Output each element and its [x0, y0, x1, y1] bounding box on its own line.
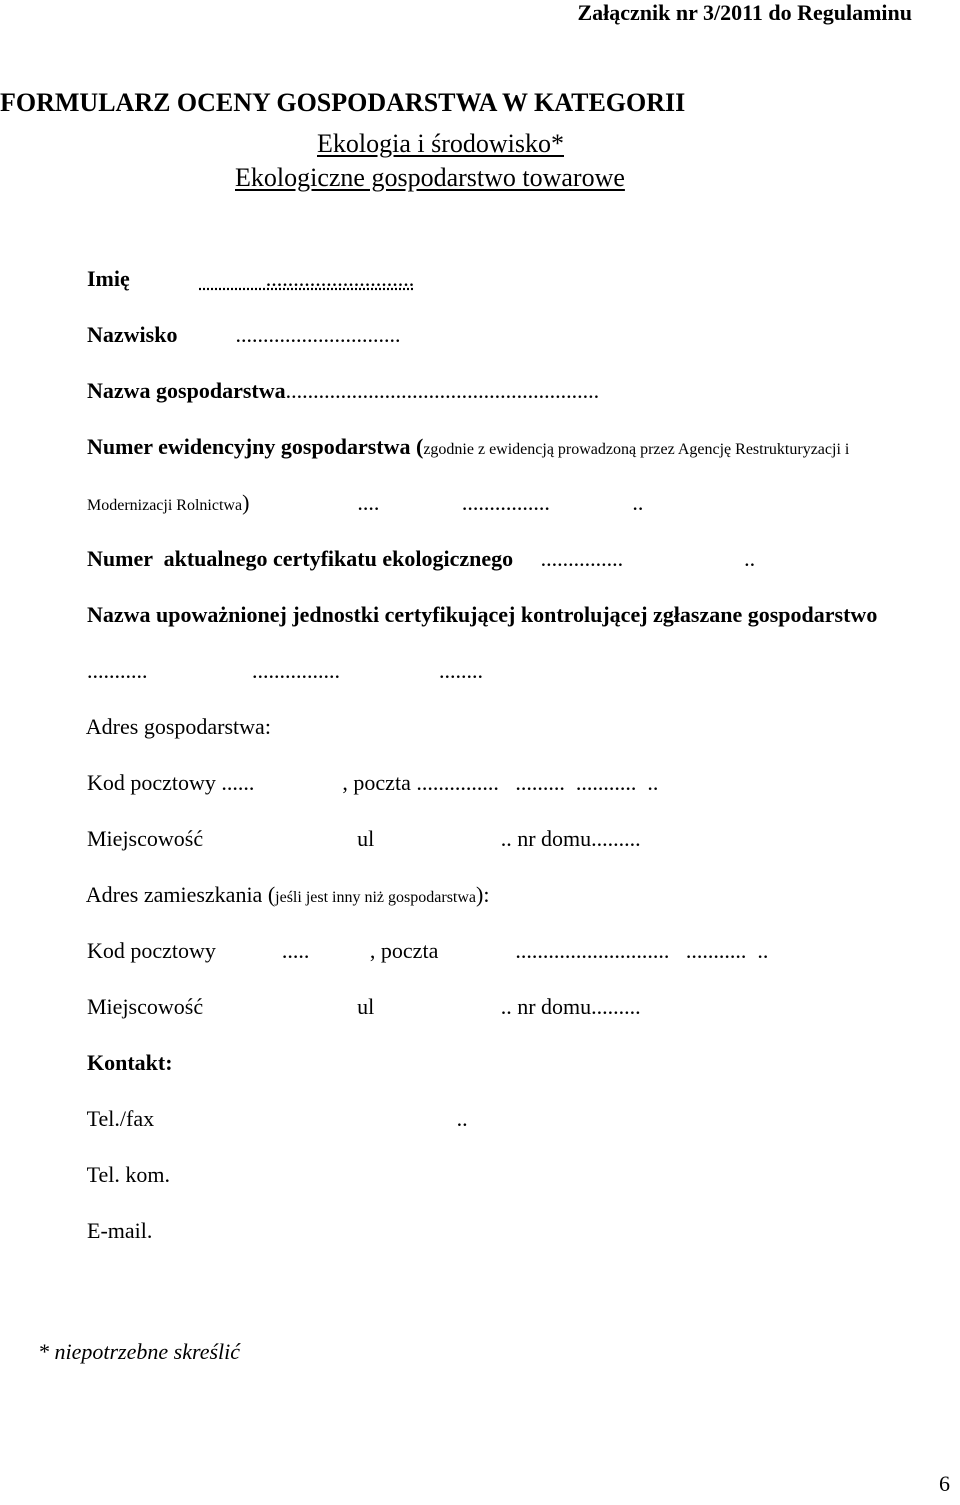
field-label: Nazwa gospodarstwa — [87, 378, 286, 403]
field-note-cont: Modernizacji Rolnictwa — [87, 497, 243, 514]
section-close: ): — [476, 882, 490, 907]
field-label: Tel. kom. — [86, 1162, 171, 1187]
page-number: 6 — [939, 1471, 950, 1496]
field-label: Imię — [87, 266, 130, 291]
field-label: E-mail. — [87, 1218, 153, 1243]
fill-blank[interactable]: .... ................ .. — [357, 490, 671, 515]
fill-blank[interactable] — [152, 1218, 482, 1243]
field-label: Nazwa upoważnionej jednostki certyfikującej kontrolującej zgłaszane gospodarstwo — [87, 602, 878, 627]
fill-blank[interactable]: ........... ................ ........ — [87, 658, 489, 683]
field-label: poczta — [380, 938, 439, 963]
fill-blank[interactable] — [203, 826, 357, 851]
section-note: jeśli jest inny niż gospodarstwa — [275, 889, 477, 906]
fill-blank[interactable]: ......... — [591, 826, 641, 851]
field-numer-ewidencyjny-cont — [76, 470, 671, 514]
field-label: Numer aktualnego certyfikatu ekologicznego — [87, 546, 514, 571]
field-close: ) — [242, 490, 250, 515]
field-label: nr domu — [517, 826, 592, 851]
field-certyfikat — [76, 526, 755, 570]
field-label: Miejscowość — [87, 826, 204, 851]
field-label: Miejscowość — [87, 994, 204, 1019]
fill-blank[interactable]: ..... , — [215, 938, 381, 963]
section-label: Adres gospodarstwa: — [85, 714, 271, 739]
field-nazwisko — [76, 302, 400, 346]
field-label: Tel./fax — [86, 1106, 155, 1131]
field-label: ul — [357, 994, 375, 1019]
field-kod-pocztowy-zam — [76, 918, 801, 962]
fill-blank[interactable]: ............................ ........... .. — [438, 938, 802, 963]
section-adres-gospodarstwa — [76, 694, 271, 738]
field-imie — [76, 246, 414, 290]
appendix-header: Załącznik nr 3/2011 do Regulaminu — [577, 0, 912, 25]
section-kontakt — [76, 1030, 173, 1074]
fill-blank[interactable]: ......................................................... — [285, 378, 600, 403]
fill-blank[interactable]: ......... — [591, 994, 641, 1019]
fill-blank[interactable]: .. — [154, 1106, 468, 1131]
field-numer-ewidencyjny — [76, 414, 849, 458]
field-label: poczta — [353, 770, 411, 795]
category-line-2: Ekologiczne gospodarstwo towarowe — [235, 163, 625, 192]
section-label: Kontakt: — [87, 1050, 173, 1075]
fill-blank[interactable]: ...... , — [215, 770, 354, 795]
form-title: FORMULARZ OCENY GOSPODARSTWA W KATEGORII — [0, 88, 686, 117]
fill-blank[interactable]: ............... ......... ........... .. — [410, 770, 703, 795]
field-jednostka-fill[interactable] — [76, 638, 489, 682]
fill-blank[interactable] — [203, 994, 357, 1019]
field-kod-pocztowy — [76, 750, 702, 794]
category-line-1: Ekologia i środowisko* — [317, 129, 564, 158]
field-note: zgodnie z ewidencją prowadzoną przez Agencję Restrukturyzacji i — [423, 441, 850, 458]
field-miejscowosc-zam — [76, 974, 641, 1018]
footnote: * niepotrzebne skreślić — [38, 1339, 241, 1364]
field-label: ul — [357, 826, 375, 851]
fill-blank[interactable]: .............................. — [191, 322, 401, 347]
section-label: Adres zamieszkania ( — [85, 882, 276, 907]
field-jednostka — [76, 582, 877, 626]
field-label: Numer ewidencyjny gospodarstwa ( — [87, 434, 424, 459]
fill-blank[interactable] — [170, 1162, 478, 1187]
fill-blank[interactable]: .. — [374, 994, 518, 1019]
fill-blank[interactable]: ........................... — [199, 266, 415, 291]
field-label: Kod pocztowy — [87, 938, 216, 963]
field-tel-fax — [76, 1086, 468, 1130]
field-email — [76, 1198, 482, 1242]
field-label: nr domu — [517, 994, 592, 1019]
field-label: Kod pocztowy — [87, 770, 216, 795]
field-nazwa-gospodarstwa — [76, 358, 599, 402]
field-miejscowosc — [76, 806, 641, 850]
section-adres-zamieszkania — [76, 862, 489, 906]
fill-blank[interactable]: .. — [374, 826, 518, 851]
fill-blank[interactable]: ............... .. — [513, 546, 756, 571]
field-tel-kom — [76, 1142, 478, 1186]
field-label: Nazwisko — [87, 322, 178, 347]
